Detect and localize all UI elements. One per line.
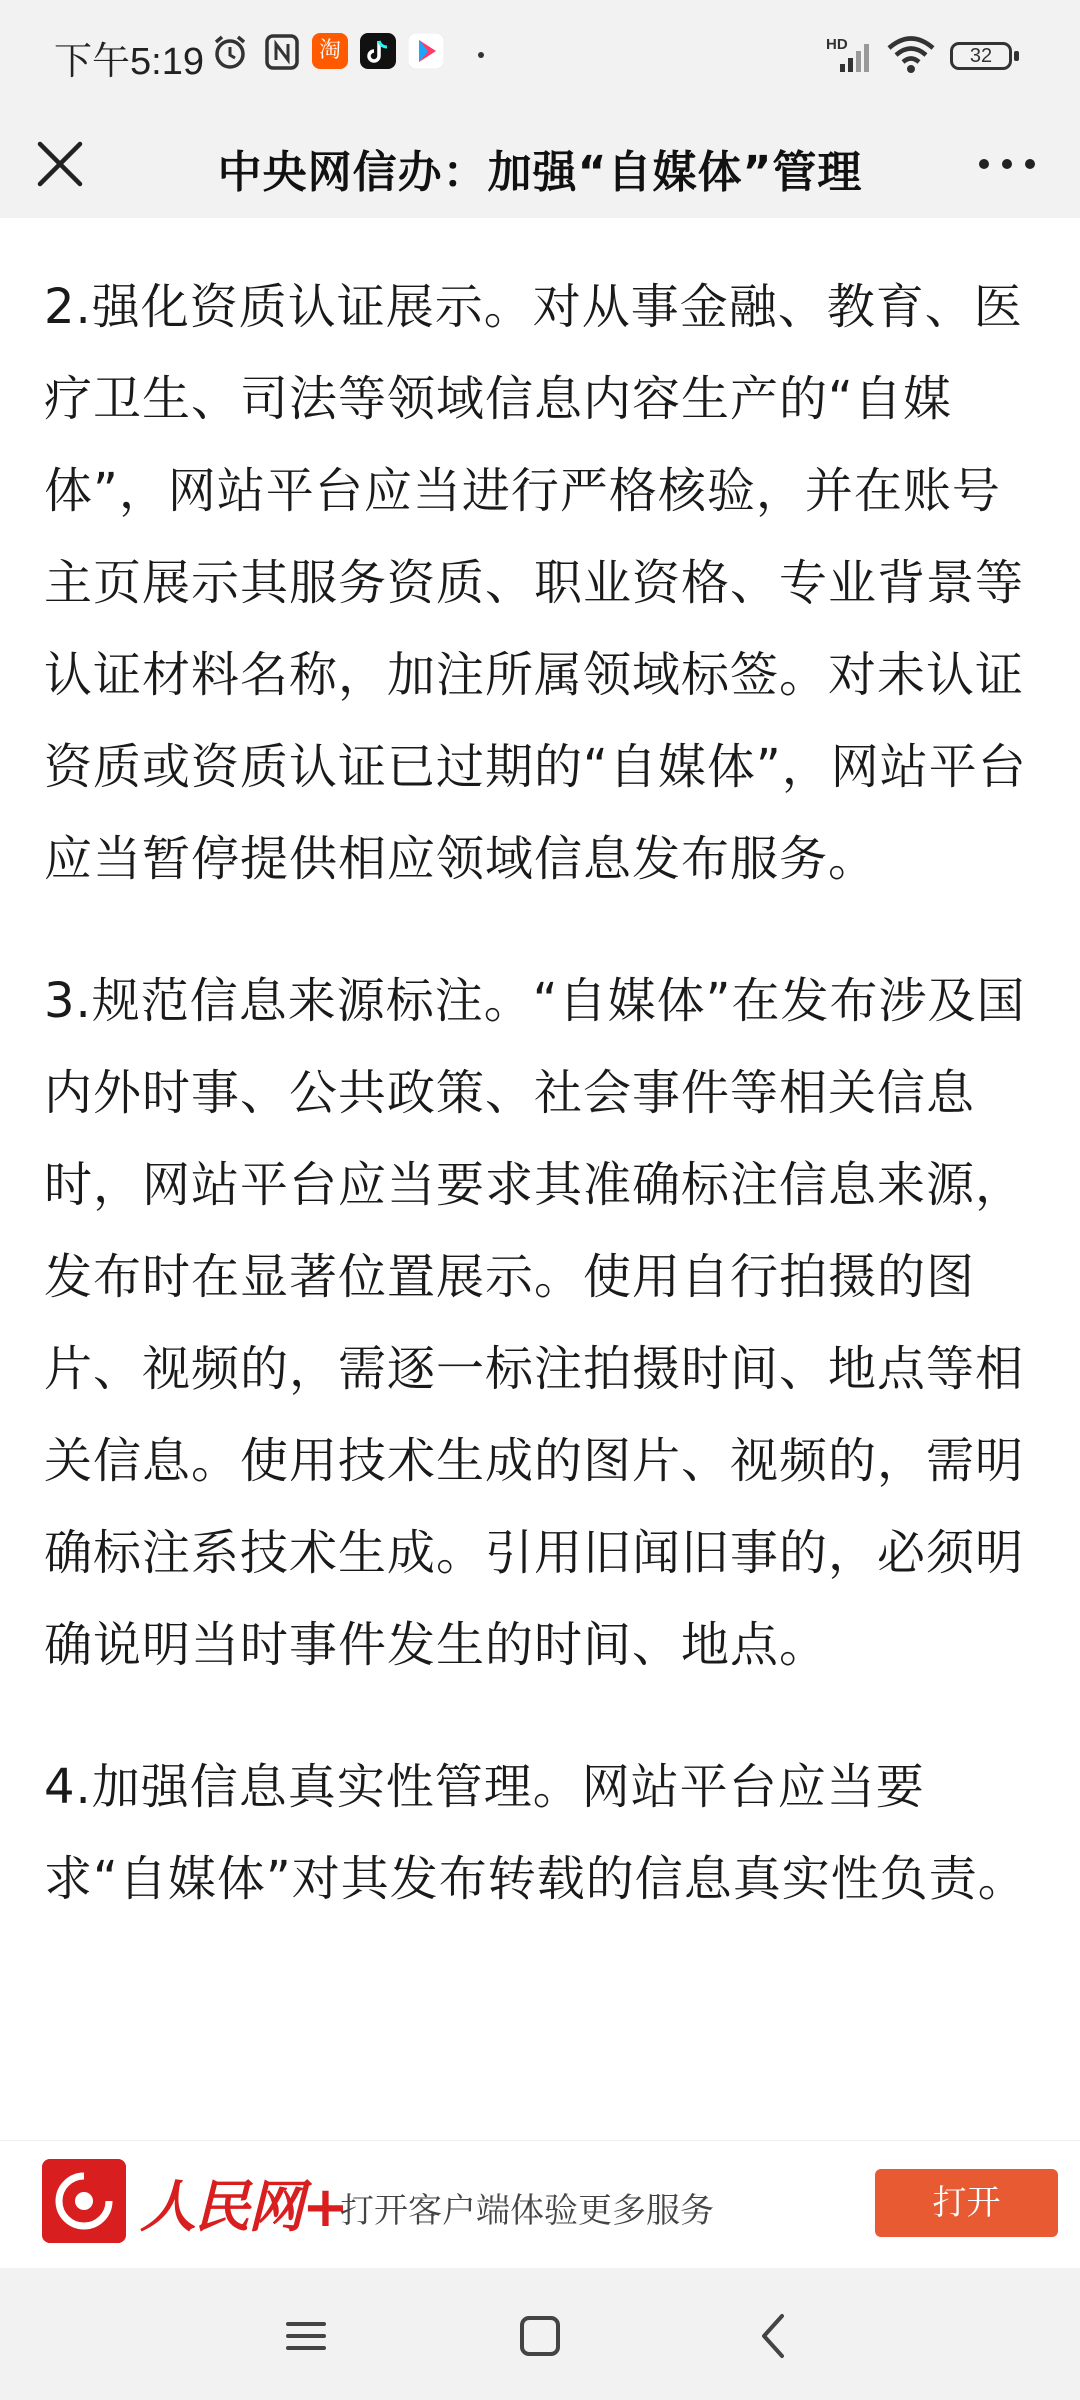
video-app-icon (408, 33, 444, 69)
open-app-button[interactable]: 打开 (875, 2169, 1058, 2237)
header-bar (0, 110, 1080, 218)
page-title: 中央网信办：加强“自媒体”管理 (217, 147, 863, 198)
wifi-icon (886, 34, 936, 74)
status-bar (0, 0, 1080, 110)
signal-icon (826, 40, 874, 74)
battery-tip (1014, 51, 1019, 61)
back-icon[interactable] (744, 2306, 804, 2366)
system-nav-bar (0, 2268, 1080, 2400)
home-icon[interactable] (510, 2306, 570, 2366)
banner-promo-text: 打开客户端体验更多服务 (340, 2191, 714, 2231)
battery-icon: 32 (950, 42, 1012, 70)
hd-label: HD (826, 36, 848, 53)
status-time: 下午5:19 (54, 41, 204, 83)
menu-icon[interactable] (276, 2306, 336, 2366)
nfc-icon (262, 32, 302, 72)
article-paragraph: 4.加强信息真实性管理。网站平台应当要求“自媒体”对其发布转载的信息真实性负责。 (44, 1759, 1027, 1907)
app-download-banner[interactable] (0, 2140, 1080, 2269)
tiktok-icon (360, 33, 396, 69)
brand-logo-text: 人民网+ (140, 2174, 347, 2240)
article-paragraph: 3.规范信息来源标注。“自媒体”在发布涉及国内外时事、公共政策、社会事件等相关信息时，网站平台应当要求其准确标注信息来源，发布时在显著位置展示。使用自行拍摄的图片、视频的，需逐一标注拍摄时间、地点等相关信息。使用技术生成的图片、视频的，需明确标注系技术生成。引用旧闻旧事的，必须明确说明当时事件发生的时间、地点。 (44, 973, 1026, 1673)
article-body (44, 218, 1044, 2078)
more-icon[interactable] (974, 130, 1040, 198)
alarm-icon (210, 32, 250, 72)
taobao-icon: 淘 (312, 33, 348, 69)
article-paragraph: 2.强化资质认证展示。对从事金融、教育、医疗卫生、司法等领域信息内容生产的“自媒体”，网站平台应当进行严格核验，并在账号主页展示其服务资质、职业资格、专业背景等认证材料名称，加注所属领域标签。对未认证资质或资质认证已过期的“自媒体”，网站平台应当暂停提供相应领域信息发布服务。 (44, 279, 1027, 887)
dot-icon (478, 52, 484, 58)
people-daily-logo-icon (42, 2159, 126, 2243)
